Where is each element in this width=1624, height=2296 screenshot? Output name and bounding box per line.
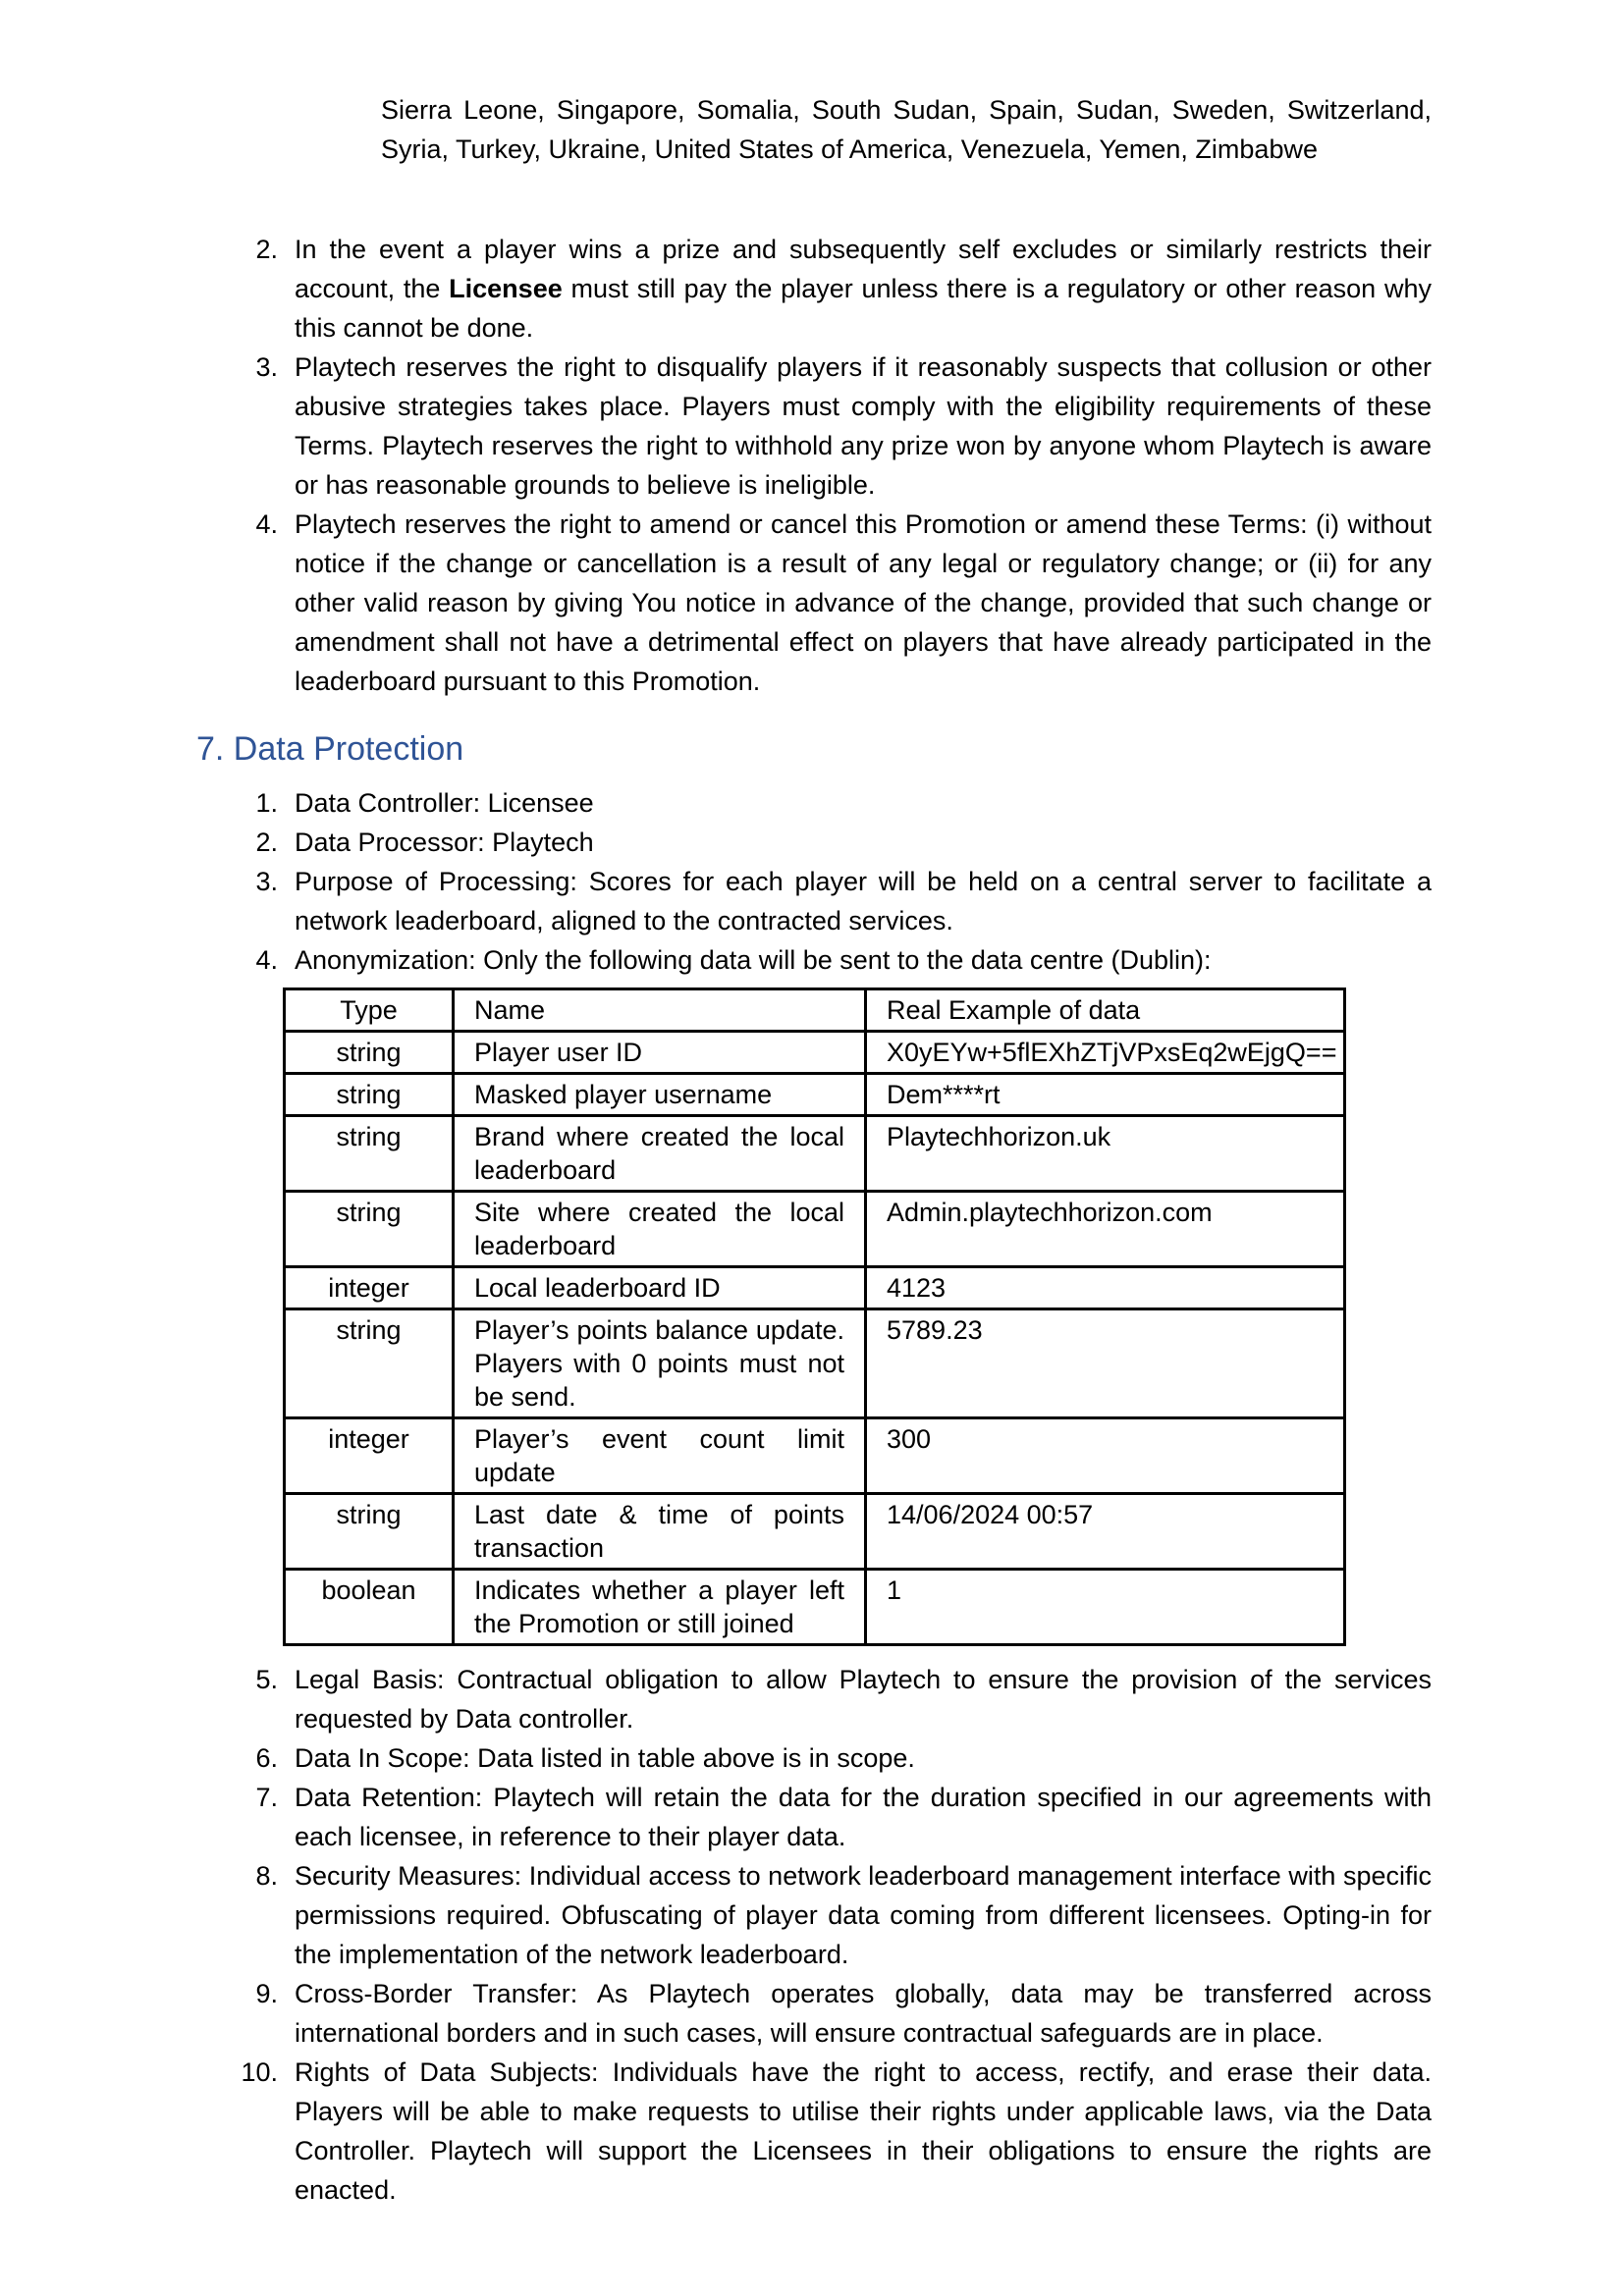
text-run: Purpose of Processing: Scores for each player will be held on a central server to facilitate a network leaderboard, aligned to the contracted services.	[295, 867, 1432, 935]
table-cell: string	[285, 1116, 454, 1192]
table-row	[285, 1032, 1345, 1074]
list-item-number: 7.	[255, 1783, 278, 1812]
table-cell: string	[285, 1032, 454, 1074]
list-item-text	[295, 862, 1432, 940]
list-item	[196, 1974, 1432, 2053]
text-run: Security Measures: Individual access to network leaderboard management interface with specific permissions required. Obfuscating of player data coming from different licensees. Opting-in for the implementation of the network leaderboard.	[295, 1861, 1432, 1969]
list-item-text	[295, 1660, 1432, 1738]
table-cell: Dem****rt	[866, 1074, 1345, 1116]
table-cell: 4123	[866, 1267, 1345, 1309]
list-item	[196, 783, 1432, 823]
list-item-text	[295, 1856, 1432, 1974]
table-cell: X0yEYw+5flEXhZTjVPxsEq2wEjgQ==	[866, 1032, 1345, 1074]
list-item-number: 4.	[255, 945, 278, 975]
list-item	[196, 1738, 1432, 1778]
text-run: Data In Scope: Data listed in table above is in scope.	[295, 1743, 915, 1773]
list-item-text	[295, 230, 1432, 347]
text-run: Playtech reserves the right to disqualify players if it reasonably suspects that collusion or other abusive strategies takes place. Players must comply with the eligibility requirements of these Terms. Playtech reserves the right to withhold any prize won by anyone whom Playtech is aware or has reasonable grounds to believe is ineligible.	[295, 352, 1432, 500]
list-item-text	[295, 347, 1432, 505]
list-item-number: 5.	[255, 1665, 278, 1694]
table-header-cell: Real Example of data	[866, 989, 1345, 1032]
text-run: In the event a player wins a prize and subsequently self excludes or similarly restricts their account, the	[295, 235, 1432, 303]
table-cell: string	[285, 1494, 454, 1570]
table-cell: integer	[285, 1418, 454, 1494]
list-item-number: 2.	[255, 235, 278, 264]
list-item-text	[295, 783, 1432, 823]
list-item-text	[295, 1974, 1432, 2053]
list-item	[196, 1660, 1432, 1738]
text-run: Rights of Data Subjects: Individuals have the right to access, rectify, and erase their data. Players will be able to make requests to utilise their rights under applicable laws, via the Data Controller. Playtech will support the Licensees in their obligations to ensure the rights are enacted.	[295, 2057, 1432, 2205]
table-header-cell: Type	[285, 989, 454, 1032]
text-run: Cross-Border Transfer: As Playtech operates globally, data may be transferred across international borders and in such cases, will ensure contractual safeguards are in place.	[295, 1979, 1432, 2048]
table-cell: 14/06/2024 00:57	[866, 1494, 1345, 1570]
bold-text-run: Licensee	[449, 274, 563, 303]
list-item	[196, 862, 1432, 940]
list-item-number: 3.	[255, 867, 278, 896]
country-list-paragraph: Sierra Leone, Singapore, Somalia, South Sudan, Spain, Sudan, Sweden, Switzerland, Syria, Turkey, Ukraine, United States of America, Venezuela, Yemen, Zimbabwe	[381, 95, 1432, 164]
numbered-list-data-protection-top	[196, 783, 1432, 980]
table-cell: Player’s event count limit update	[454, 1418, 866, 1494]
list-item-text	[295, 940, 1432, 980]
table-row	[285, 1267, 1345, 1309]
list-item-number: 1.	[255, 788, 278, 818]
table-cell: string	[285, 1309, 454, 1418]
table-cell: Playtechhorizon.uk	[866, 1116, 1345, 1192]
list-item	[196, 823, 1432, 862]
numbered-list-terms	[196, 230, 1432, 701]
table-cell: integer	[285, 1267, 454, 1309]
table-cell: 1	[866, 1570, 1345, 1645]
text-run: Legal Basis: Contractual obligation to allow Playtech to ensure the provision of the services requested by Data controller.	[295, 1665, 1432, 1734]
list-item	[196, 1856, 1432, 1974]
text-run: Playtech reserves the right to amend or cancel this Promotion or amend these Terms: (i) without notice if the change or cancellation is a result of any legal or regulatory change; or (ii) for any other valid reason by giving You notice in advance of the change, provided that such change or amendment shall not have a detrimental effect on players that have already participated in the leaderboard pursuant to this Promotion.	[295, 509, 1432, 696]
list-item	[196, 347, 1432, 505]
text-run: Data Retention: Playtech will retain the data for the duration specified in our agreements with each licensee, in reference to their player data.	[295, 1783, 1432, 1851]
table-cell: Masked player username	[454, 1074, 866, 1116]
table-cell: Indicates whether a player left the Promotion or still joined	[454, 1570, 866, 1645]
list-item-text	[295, 823, 1432, 862]
section-heading: 7. Data Protection	[196, 730, 464, 768]
list-item-text	[295, 2053, 1432, 2210]
table-row	[285, 1309, 1345, 1418]
list-item-number: 9.	[255, 1979, 278, 2008]
table-cell: string	[285, 1074, 454, 1116]
list-item-number: 4.	[255, 509, 278, 539]
table-row	[285, 1192, 1345, 1267]
table-cell: string	[285, 1192, 454, 1267]
list-item-number: 10.	[241, 2057, 278, 2087]
list-item-number: 8.	[255, 1861, 278, 1891]
table-row	[285, 1494, 1345, 1570]
table-cell: Brand where created the local leaderboard	[454, 1116, 866, 1192]
list-item-number: 2.	[255, 828, 278, 857]
anonymization-data-table	[283, 988, 1346, 1646]
table-row	[285, 1074, 1345, 1116]
list-item-text	[295, 505, 1432, 701]
list-item-text	[295, 1738, 1432, 1778]
table-cell: Site where created the local leaderboard	[454, 1192, 866, 1267]
table-header-row	[285, 989, 1345, 1032]
list-item	[196, 940, 1432, 980]
text-run: Anonymization: Only the following data will be sent to the data centre (Dublin):	[295, 945, 1212, 975]
table-cell: boolean	[285, 1570, 454, 1645]
table-header-cell: Name	[454, 989, 866, 1032]
table-row	[285, 1116, 1345, 1192]
list-item-number: 6.	[255, 1743, 278, 1773]
text-run: Data Processor: Playtech	[295, 828, 594, 857]
table-cell: Local leaderboard ID	[454, 1267, 866, 1309]
numbered-list-data-protection-bottom	[196, 1660, 1432, 2210]
table-row	[285, 1570, 1345, 1645]
table-row	[285, 1418, 1345, 1494]
table-cell: 5789.23	[866, 1309, 1345, 1418]
list-item	[196, 1778, 1432, 1856]
table-cell: 300	[866, 1418, 1345, 1494]
table-cell: Last date & time of points transaction	[454, 1494, 866, 1570]
table-cell: Admin.playtechhorizon.com	[866, 1192, 1345, 1267]
text-run: Data Controller: Licensee	[295, 788, 594, 818]
text-run: must still pay the player unless there is a regulatory or other reason why this cannot be done.	[295, 274, 1432, 343]
list-item-number: 3.	[255, 352, 278, 382]
list-item	[196, 2053, 1432, 2210]
list-item	[196, 505, 1432, 701]
table-cell: Player user ID	[454, 1032, 866, 1074]
list-item	[196, 230, 1432, 347]
list-item-text	[295, 1778, 1432, 1856]
table-cell: Player’s points balance update. Players with 0 points must not be send.	[454, 1309, 866, 1418]
